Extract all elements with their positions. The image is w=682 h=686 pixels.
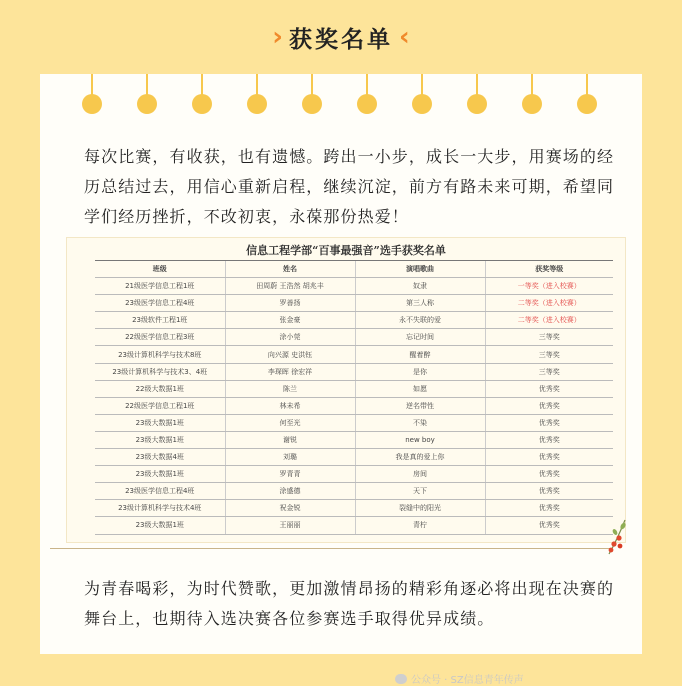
watermark-text: 公众号 · SZ信息青年传声 [411,675,524,686]
cell-name: 祝金锐 [225,500,355,517]
table-row [95,278,613,295]
cell-name: 何至光 [225,414,355,431]
table-row [95,483,613,500]
cell-class: 22级大数据1班 [95,380,225,397]
cell-class: 23级计算机科学与技术8班 [95,346,225,363]
table-row [95,517,613,534]
table-header-row [95,261,613,278]
header-class: 班级 [95,261,225,278]
cell-name: 罗青青 [225,466,355,483]
header-award: 获奖等级 [485,261,613,278]
cell-award: 优秀奖 [485,397,613,414]
cell-song: 青柠 [355,517,485,534]
notebook-card [40,74,642,686]
cell-class: 22级医学信息工程3班 [95,329,225,346]
cell-award: 二等奖（进入校赛） [485,295,613,312]
cell-song: 如愿 [355,380,485,397]
cell-name: 向兴源 史洪钰 [225,346,355,363]
cell-song: 奴隶 [355,278,485,295]
cell-award: 优秀奖 [485,431,613,448]
binder-ring-icon [357,74,377,114]
cell-song: 第三人称 [355,295,485,312]
cell-name: 田周蔚 王浩然 胡兆丰 [225,278,355,295]
divider [50,548,610,549]
table-row [95,397,613,414]
watermark [395,671,524,686]
cell-class: 23级大数据1班 [95,466,225,483]
binder-ring-icon [467,74,487,114]
section-title: 获奖名单 [289,25,393,53]
cell-class: 23级大数据1班 [95,414,225,431]
cell-song: 逆名带性 [355,397,485,414]
binder-ring-icon [82,74,102,114]
intro-paragraph: 每次比赛，有收获，也有遗憾。跨出一小步，成长一大步，用赛场的经历总结过去，用信心重新启程，继续沉淀，前方有路未来可期，希望同学们经历挫折，不改初衷，永葆那份热爱！ [84,147,615,226]
cell-class: 23级医学信息工程4班 [95,483,225,500]
binder-ring-icon [247,74,267,114]
cell-class: 22级医学信息工程1班 [95,397,225,414]
cell-class: 23级大数据1班 [95,431,225,448]
cell-class: 23级计算机科学与技术4班 [95,500,225,517]
cell-song: 永不失联的爱 [355,312,485,329]
wechat-icon [395,674,407,684]
cell-award: 一等奖（进入校赛） [485,278,613,295]
table-row [95,312,613,329]
cell-award: 优秀奖 [485,414,613,431]
cell-name: 王丽丽 [225,517,355,534]
table-row [95,500,613,517]
cell-award: 三等奖 [485,363,613,380]
cell-song: new boy [355,431,485,448]
cell-name: 罗善扬 [225,295,355,312]
cell-song: 忘记时间 [355,329,485,346]
cell-award: 优秀奖 [485,483,613,500]
cell-class: 23级医学信息工程4班 [95,295,225,312]
cell-song: 房间 [355,466,485,483]
cell-award: 优秀奖 [485,380,613,397]
table-row [95,466,613,483]
cell-name: 涂盛德 [225,483,355,500]
table-row [95,363,613,380]
binder-ring-icon [137,74,157,114]
binder-ring-icon [577,74,597,114]
cell-name: 陈兰 [225,380,355,397]
cell-name: 林未希 [225,397,355,414]
cell-award: 三等奖 [485,329,613,346]
table-row [95,346,613,363]
binder-ring-icon [302,74,322,114]
table-title: 信息工程学部“百事最强音”选手获奖名单 [246,244,446,257]
table-row [95,295,613,312]
binder-ring-icon [522,74,542,114]
cell-song: 不染 [355,414,485,431]
closing-paragraph: 为青春喝彩，为时代赞歌，更加激情昂扬的精彩角逐必将出现在决赛的舞台上，也期待入选决赛各位参赛选手取得优异成绩。 [84,579,615,628]
cell-name: 张金豪 [225,312,355,329]
cell-song: 是你 [355,363,485,380]
cell-award: 优秀奖 [485,449,613,466]
cell-class: 23级大数据4班 [95,449,225,466]
cell-award: 优秀奖 [485,500,613,517]
cell-award: 优秀奖 [485,517,613,534]
cell-award: 优秀奖 [485,466,613,483]
cell-name: 涂小莞 [225,329,355,346]
table-row [95,329,613,346]
binder-ring-icon [412,74,432,114]
table-row [95,431,613,448]
header-name: 姓名 [225,261,355,278]
binder-rings [40,74,642,114]
cell-name: 谢锐 [225,431,355,448]
chevron-right-icon: › [272,22,283,52]
cell-song: 天下 [355,483,485,500]
cell-name: 刘璐 [225,449,355,466]
section-header [0,0,682,74]
cell-class: 21级医学信息工程1班 [95,278,225,295]
cell-award: 三等奖 [485,346,613,363]
cell-name: 李琛晖 徐宏祥 [225,363,355,380]
cell-class: 23级计算机科学与技术3、4班 [95,363,225,380]
cell-class: 23级大数据1班 [95,517,225,534]
cell-award: 二等奖（进入校赛） [485,312,613,329]
cell-class: 23级软件工程1班 [95,312,225,329]
cell-song: 裂缝中的阳光 [355,500,485,517]
table-row [95,380,613,397]
cell-song: 我是真的爱上你 [355,449,485,466]
award-table [95,260,613,535]
cell-song: 醒着醉 [355,346,485,363]
berry-sprig-icon [603,518,631,556]
table-row [95,414,613,431]
binder-ring-icon [192,74,212,114]
header-song: 演唱歌曲 [355,261,485,278]
chevron-left-icon: ‹ [399,22,410,52]
table-row [95,449,613,466]
